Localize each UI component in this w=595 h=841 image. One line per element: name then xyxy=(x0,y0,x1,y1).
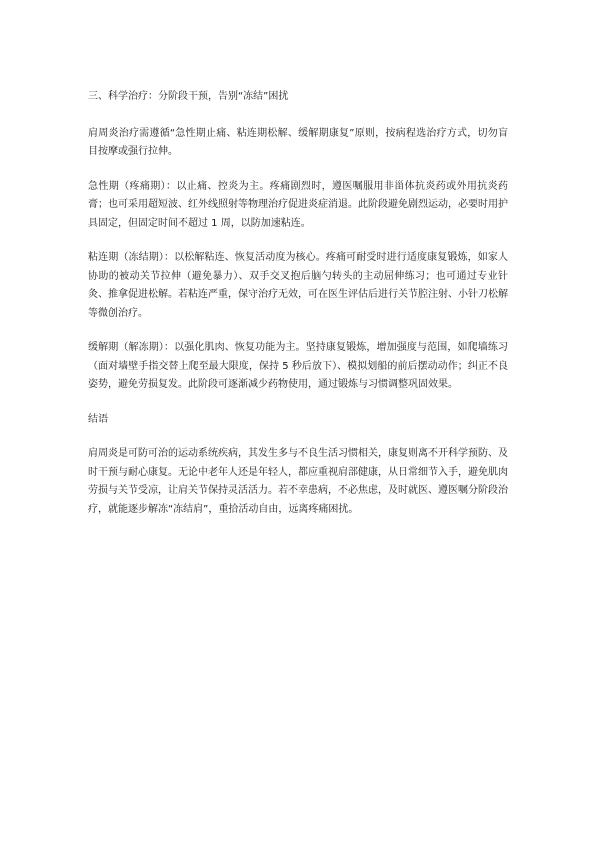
intro-paragraph: 肩周炎治疗需遵循“急性期止痛、粘连期松解、缓解期康复”原则，按病程选治疗方式，切勿盲目按摩或强行拉伸。 xyxy=(88,127,508,157)
remission-stage-paragraph: 缓解期（解冻期）：以强化肌肉、恢复功能为主。坚持康复锻炼，增加强度与范围，如爬墙练习（面对墙壁手指交替上爬至最大限度，保持 5 秒后放下）、模拟划船的前后摆动动作；纠正不良姿势，避免劳损复发。此阶段可逐渐减少药物使用，通过锻炼与习惯调整巩固效果。 xyxy=(88,342,508,390)
document-page xyxy=(88,88,508,519)
section-heading: 三、科学治疗：分阶段干预，告别“冻结”困扰 xyxy=(88,91,289,102)
acute-stage-paragraph: 急性期（疼痛期）：以止痛、控炎为主。疼痛剧烈时，遵医嘱服用非甾体抗炎药或外用抗炎药膏；也可采用超短波、红外线照射等物理治疗促进炎症消退。此阶段避免剧烈运动，必要时用护具固定，但固定时间不超过 1 周，以防加速粘连。 xyxy=(88,180,508,229)
adhesion-stage-paragraph: 粘连期（冻结期）：以松解粘连、恢复活动度为核心。疼痛可耐受时进行适度康复锻炼，如家人协助的被动关节拉伸（避免暴力）、双手交叉抱后脑勺转头的主动屈伸练习；也可通过专业针灸、推拿促进松解。若粘连严重，保守治疗无效，可在医生评估后进行关节腔注射、小针刀松解等微创治疗。 xyxy=(88,252,508,319)
conclusion-paragraph: 肩周炎是可防可治的运动系统疾病，其发生多与不良生活习惯相关，康复则离不开科学预防、及时干预与耐心康复。无论中老年人还是年轻人，都应重视肩部健康，从日常细节入手，避免肌肉劳损与关节受凉，让肩关节保持灵活活力。若不幸患病，不必焦虑，及时就医、遵医嘱分阶段治疗，就能逐步解冻“冻结肩”，重拾活动自由，远离疼痛困扰。 xyxy=(88,448,508,515)
conclusion-heading: 结语 xyxy=(88,413,108,425)
